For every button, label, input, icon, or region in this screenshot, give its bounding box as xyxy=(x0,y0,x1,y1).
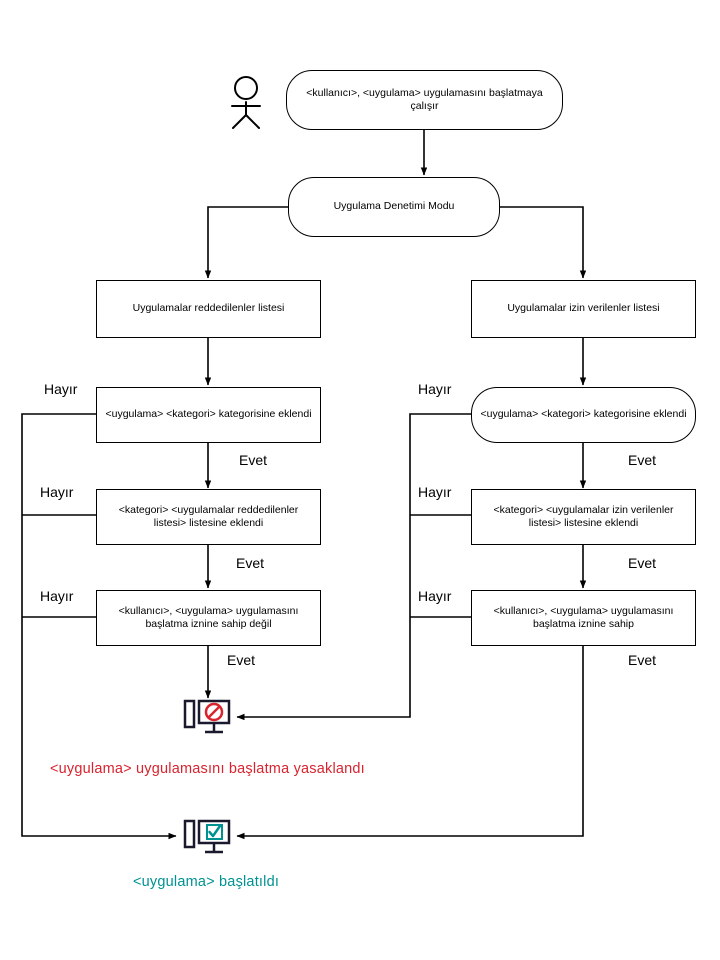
edge-label-no-6: Hayır xyxy=(418,588,452,604)
outcome-blocked-caption: <uygulama> uygulamasını başlatma yasaklandı xyxy=(50,761,365,777)
edge-label-yes-6: Evet xyxy=(628,652,657,668)
monitor-blocked-icon xyxy=(183,698,231,738)
node-denied-rule: <kategori> <uygulamalar reddedilenler listesi> listesine eklendi xyxy=(96,489,321,545)
edge-label-yes-4: Evet xyxy=(628,452,657,468)
node-allowed-rule: <kategori> <uygulamalar izin verilenler listesi> listesine eklendi xyxy=(471,489,696,545)
outcome-started-caption: <uygulama> başlatıldı xyxy=(133,874,280,890)
node-allowed-list: Uygulamalar izin verilenler listesi xyxy=(471,280,696,338)
node-allowed-user: <kullanıcı>, <uygulama> uygulamasını başlatma iznine sahip xyxy=(471,590,696,646)
edge-label-no-4: Hayır xyxy=(418,381,452,397)
edge-label-no-3: Hayır xyxy=(40,588,74,604)
edge-label-no-1: Hayır xyxy=(44,381,78,397)
edge-label-yes-5: Evet xyxy=(628,555,657,571)
node-denied-list: Uygulamalar reddedilenler listesi xyxy=(96,280,321,338)
node-allowed-category: <uygulama> <kategori> kategorisine eklendi xyxy=(471,387,696,443)
edge-label-no-2: Hayır xyxy=(40,484,74,500)
edge-label-no-5: Hayır xyxy=(418,484,452,500)
node-denied-category: <uygulama> <kategori> kategorisine eklendi xyxy=(96,387,321,443)
edge-label-yes-2: Evet xyxy=(236,555,265,571)
edge-label-yes-3: Evet xyxy=(227,652,256,668)
edge-label-yes-1: Evet xyxy=(239,452,268,468)
node-start: <kullanıcı>, <uygulama> uygulamasını başlatmaya çalışır xyxy=(286,70,563,130)
user-icon xyxy=(222,72,270,130)
monitor-allowed-icon xyxy=(183,818,231,858)
node-denied-user: <kullanıcı>, <uygulama> uygulamasını başlatma iznine sahip değil xyxy=(96,590,321,646)
node-mode: Uygulama Denetimi Modu xyxy=(288,177,500,237)
